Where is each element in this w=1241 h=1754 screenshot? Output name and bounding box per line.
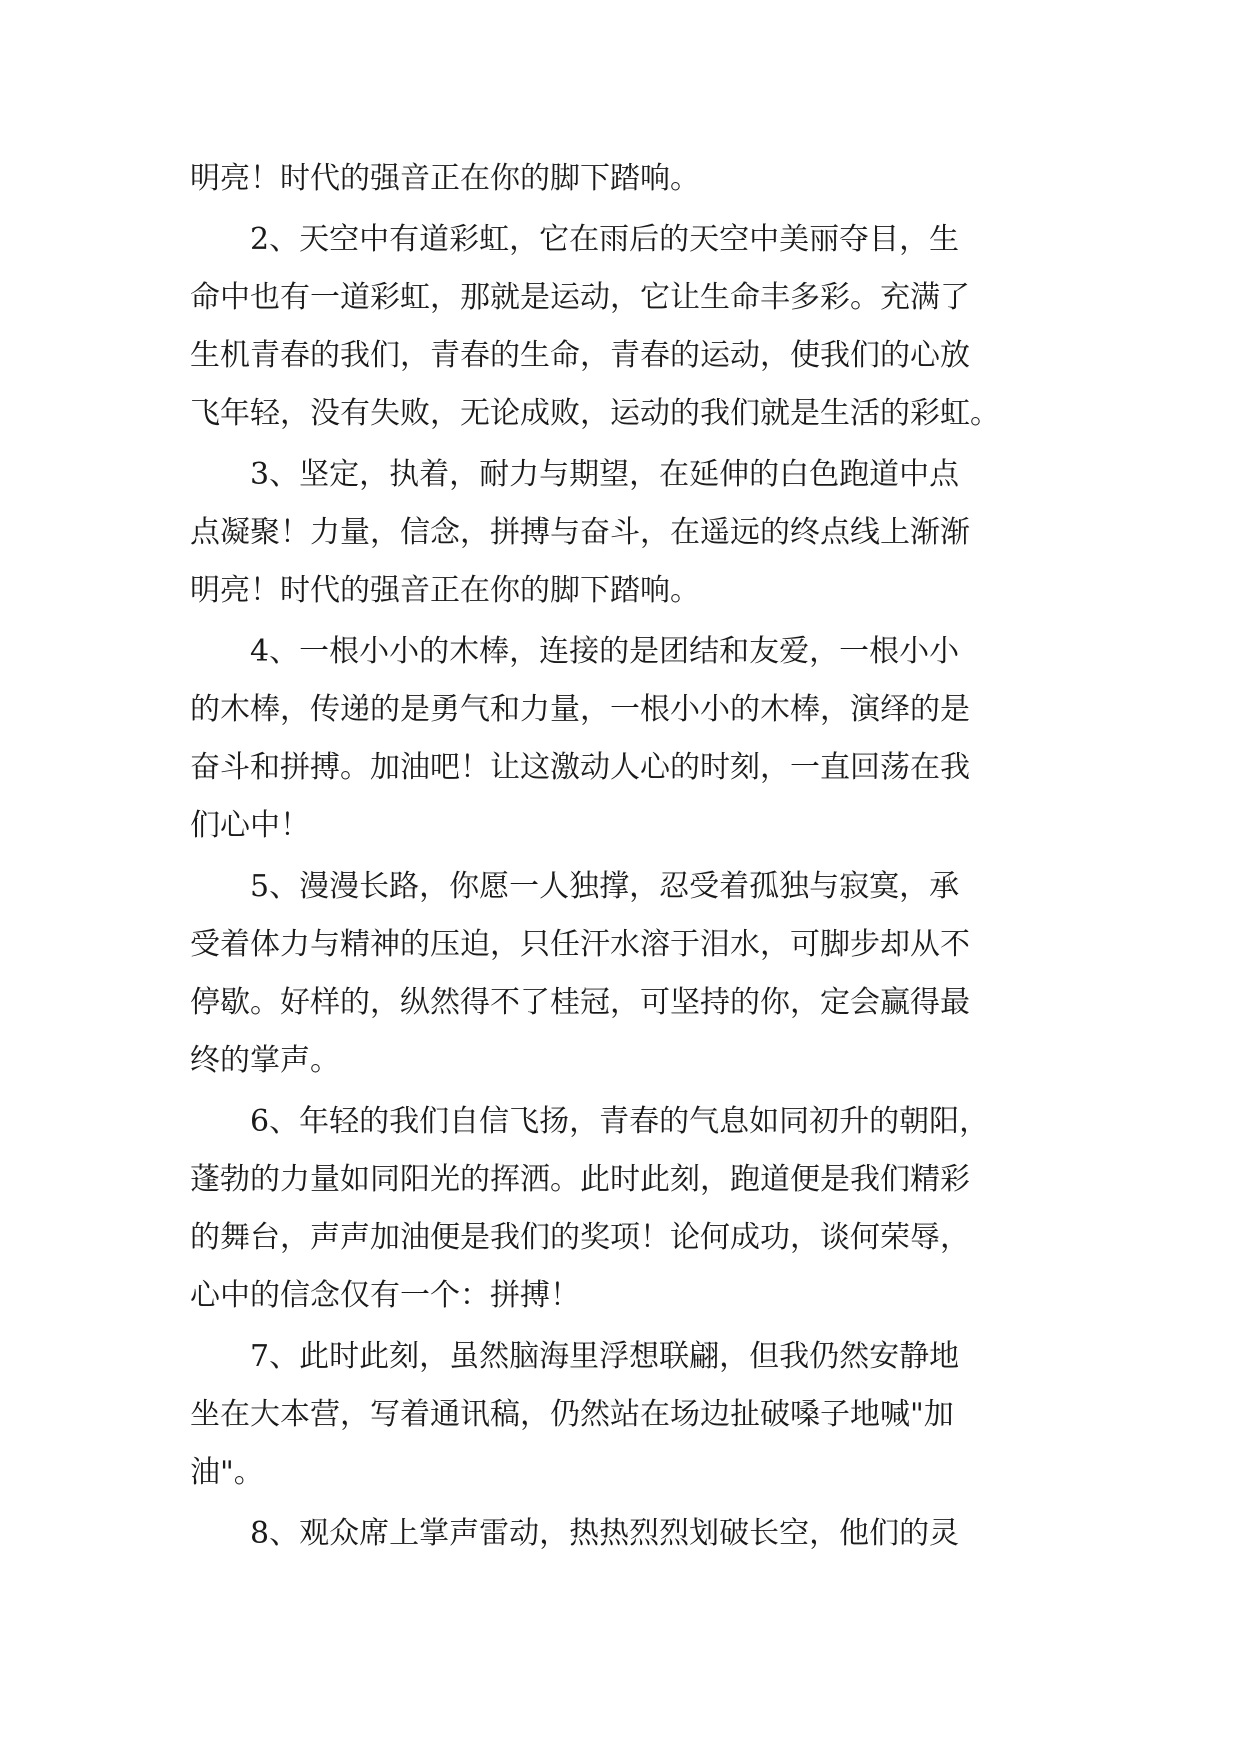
text-line: 6、年轻的我们自信飞扬，青春的气息如同初升的朝阳，: [250, 1104, 990, 1139]
text-line: 停歇。好样的，纵然得不了桂冠，可坚持的你，定会赢得最: [190, 985, 970, 1020]
text-line: 飞年轻，没有失败，无论成败，运动的我们就是生活的彩虹。: [190, 396, 1000, 431]
text-line: 8、观众席上掌声雷动，热热烈烈划破长空，他们的灵: [250, 1516, 960, 1551]
text-line: 5、漫漫长路，你愿一人独撑，忍受着孤独与寂寞，承: [250, 869, 960, 904]
text-line: 奋斗和拼搏。加油吧！让这激动人心的时刻，一直回荡在我: [190, 750, 970, 785]
text-line: 蓬勃的力量如同阳光的挥洒。此时此刻，跑道便是我们精彩: [190, 1162, 970, 1197]
text-line: 的木棒，传递的是勇气和力量，一根小小的木棒，演绎的是: [190, 692, 970, 727]
text-line: 生机青春的我们，青春的生命，青春的运动，使我们的心放: [190, 338, 970, 373]
text-line: 的舞台，声声加油便是我们的奖项！论何成功，谈何荣辱，: [190, 1220, 970, 1255]
text-line: 坐在大本营，写着通讯稿，仍然站在场边扯破嗓子地喊"加: [190, 1397, 954, 1432]
text-line: 命中也有一道彩虹，那就是运动，它让生命丰多彩。充满了: [190, 280, 970, 315]
text-line: 2、天空中有道彩虹，它在雨后的天空中美丽夺目，生: [250, 222, 960, 257]
text-line: 3、坚定，执着，耐力与期望，在延伸的白色跑道中点: [250, 457, 960, 492]
text-line: 终的掌声。: [190, 1043, 340, 1078]
text-line: 点凝聚！力量，信念，拼搏与奋斗，在遥远的终点线上渐渐: [190, 515, 970, 550]
text-line: 明亮！时代的强音正在你的脚下踏响。: [190, 573, 700, 608]
text-line: 们心中！: [190, 808, 310, 843]
text-line: 明亮！时代的强音正在你的脚下踏响。: [190, 161, 700, 196]
text-line: 心中的信念仅有一个：拼搏！: [190, 1278, 580, 1313]
text-line: 4、一根小小的木棒，连接的是团结和友爱，一根小小: [250, 634, 960, 669]
text-line: 受着体力与精神的压迫，只任汗水溶于泪水，可脚步却从不: [190, 927, 970, 962]
text-line: 7、此时此刻，虽然脑海里浮想联翩，但我仍然安静地: [250, 1339, 960, 1374]
text-line: 油"。: [190, 1455, 264, 1490]
